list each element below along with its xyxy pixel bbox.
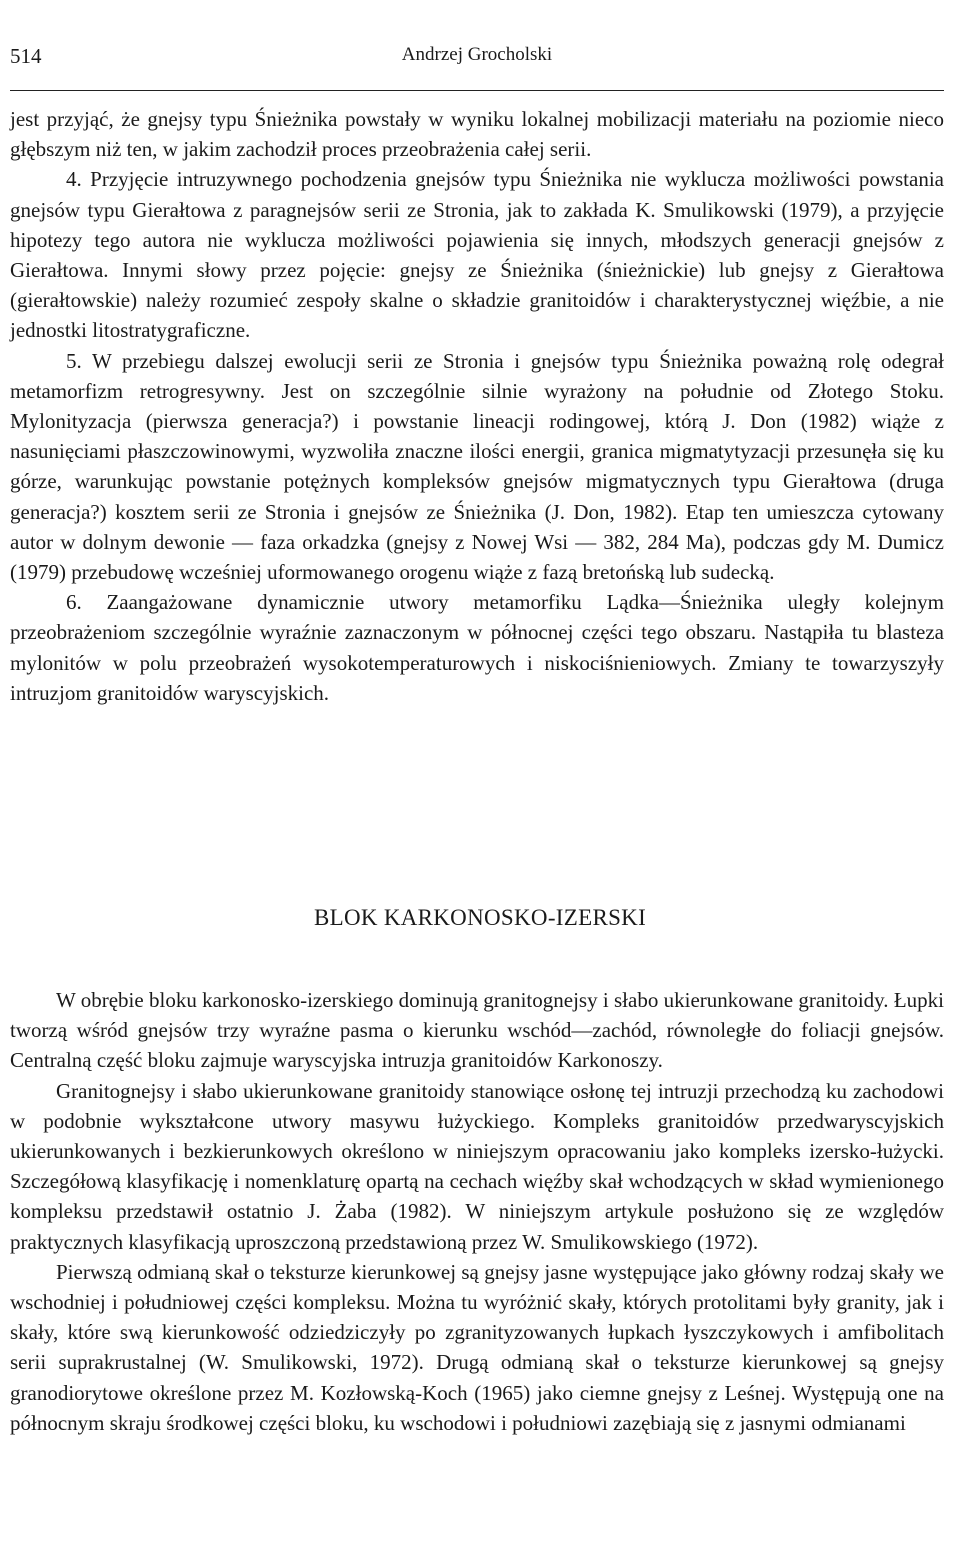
paragraph-point-5: 5. W przebiegu dalszej ewolucji serii ze Stronia i gnejsów typu Śnieżnika poważną rolę odegrał metamorfizm retrogresywny. Jest on szczególnie silnie wyrażony na południe od Złotego Stoku. Mylonityzacja (pierwsza generacja?) i powstanie lineacji rodingowej, którą J. Don (1982) wiąże z nasunięciami płaszczowinowymi, wyzwoliła znaczne ilości energii, granica migmatytyzacji przesunęła się ku górze, warunkując powstanie potężnych kompleksów gnejsów migmatycznych typu Gierałtowa (druga generacja?) kosztem serii ze Stronia i gnejsów ze Śnieżnika (J. Don, 1982). Etap ten umieszcza cytowany autor w dolnym dewonie — faza orkadzka (gnejsy z Nowej Wsi — 382, 284 Ma), podczas gdy M. Dumicz (1979) przebudowę wcześniej uformowanego orogenu wiąże z fazą bretońską lub sudecką. bbox=[10, 348, 944, 585]
paragraph: Pierwszą odmianą skał o teksturze kierunkowej są gnejsy jasne występujące jako główny rodzaj skały we wschodniej i południowej części kompleksu. Można tu wyróżnić skały, których protolitami były granity, jak i skały, które swą kierunkowość odziedziczyły po zgranityzowanych łupkach łyszczykowych i amfibolitach serii suprakrustalnej (W. Smulikowski, 1972). Drugą odmianą skał o teksturze kierunkowej są gnejsy granodiorytowe określone przez M. Kozłowską-Koch (1965) jako ciemne gnejsy z Leśnej. Występują one na północnym skraju środkowej części bloku, ku wschodowi i południowi zazębiają się z jasnymi odmianami bbox=[10, 1259, 944, 1435]
paragraph-point-4: 4. Przyjęcie intruzywnego pochodzenia gnejsów typu Śnieżnika nie wyklucza możliwości powstania gnejsów typu Gierałtowa z paragnejsów serii ze Stronia, jak to zakłada K. Smulikowski (1979), a przyjęcie hipotezy tego autora nie wyklucza możliwości pojawienia się innych, młodszych generacji gnejsów z Gierałtowa. Innymi słowy przez pojęcie: gnejsy ze Śnieżnika (śnieżnickie) lub gnejsy z Gierałtowa (gierałtowskie) należy rozumieć zespoły skalne o składzie granitoidów i charakterystycznej więźbie, a nie jednostki litostratygraficzne. bbox=[10, 167, 944, 343]
page-number: 514 bbox=[10, 44, 42, 68]
paragraph-point-6: 6. Zaangażowane dynamicznie utwory metamorfiku Lądka—Śnieżnika uległy kolejnym przeobrażeniom szczególnie wyraźnie zaznaczonym w północnej części tego obszaru. Nastąpiła tu blasteza mylonitów w polu przeobrażeń wysokotemperaturowych i niskociśnieniowych. Zmiany te towarzyszyły intruzjom granitoidów waryscyjskich. bbox=[10, 590, 944, 705]
body-text-bottom bbox=[10, 985, 944, 1438]
body-text-top bbox=[10, 104, 944, 708]
paragraph: Granitognejsy i słabo ukierunkowane granitoidy stanowiące osłonę tej intruzji przechodzą ku zachodowi w podobnie wykształcone utwory masywu łużyckiego. Kompleks granitoidów przedwaryscyjskich ukierunkowanych i bezkierunkowych określono w niniejszym opracowaniu jako kompleks izersko-łużycki. Szczegółową klasyfikację i nomenklaturę opartą na cechach więźby skał wchodzących w skład wymienionego kompleksu przedstawił ostatnio J. Żaba (1982). W niniejszym artykule posłużono się ze względów praktycznych klasyfikacją uproszczoną przedstawioną przez W. Smulikowskiego (1972). bbox=[10, 1078, 944, 1254]
paragraph: jest przyjąć, że gnejsy typu Śnieżnika powstały w wyniku lokalnej mobilizacji materiału na poziomie nieco głębszym niż ten, w jakim zachodził proces przeobrażenia całej serii. bbox=[10, 107, 944, 162]
section-heading: BLOK KARKONOSKO-IZERSKI bbox=[313, 905, 647, 930]
paragraph: W obrębie bloku karkonosko-izerskiego dominują granitognejsy i słabo ukierunkowane granitoidy. Łupki tworzą wśród gnejsów trzy wyraźne pasma o kierunku wschód—zachód, równoległe do foliacji gnejsów. Centralną część bloku zajmuje waryscyjska intruzja granitoidów Karkonoszy. bbox=[10, 988, 944, 1073]
page-header bbox=[10, 44, 944, 78]
running-head: Andrzej Grocholski bbox=[401, 44, 553, 65]
header-rule bbox=[10, 90, 944, 91]
